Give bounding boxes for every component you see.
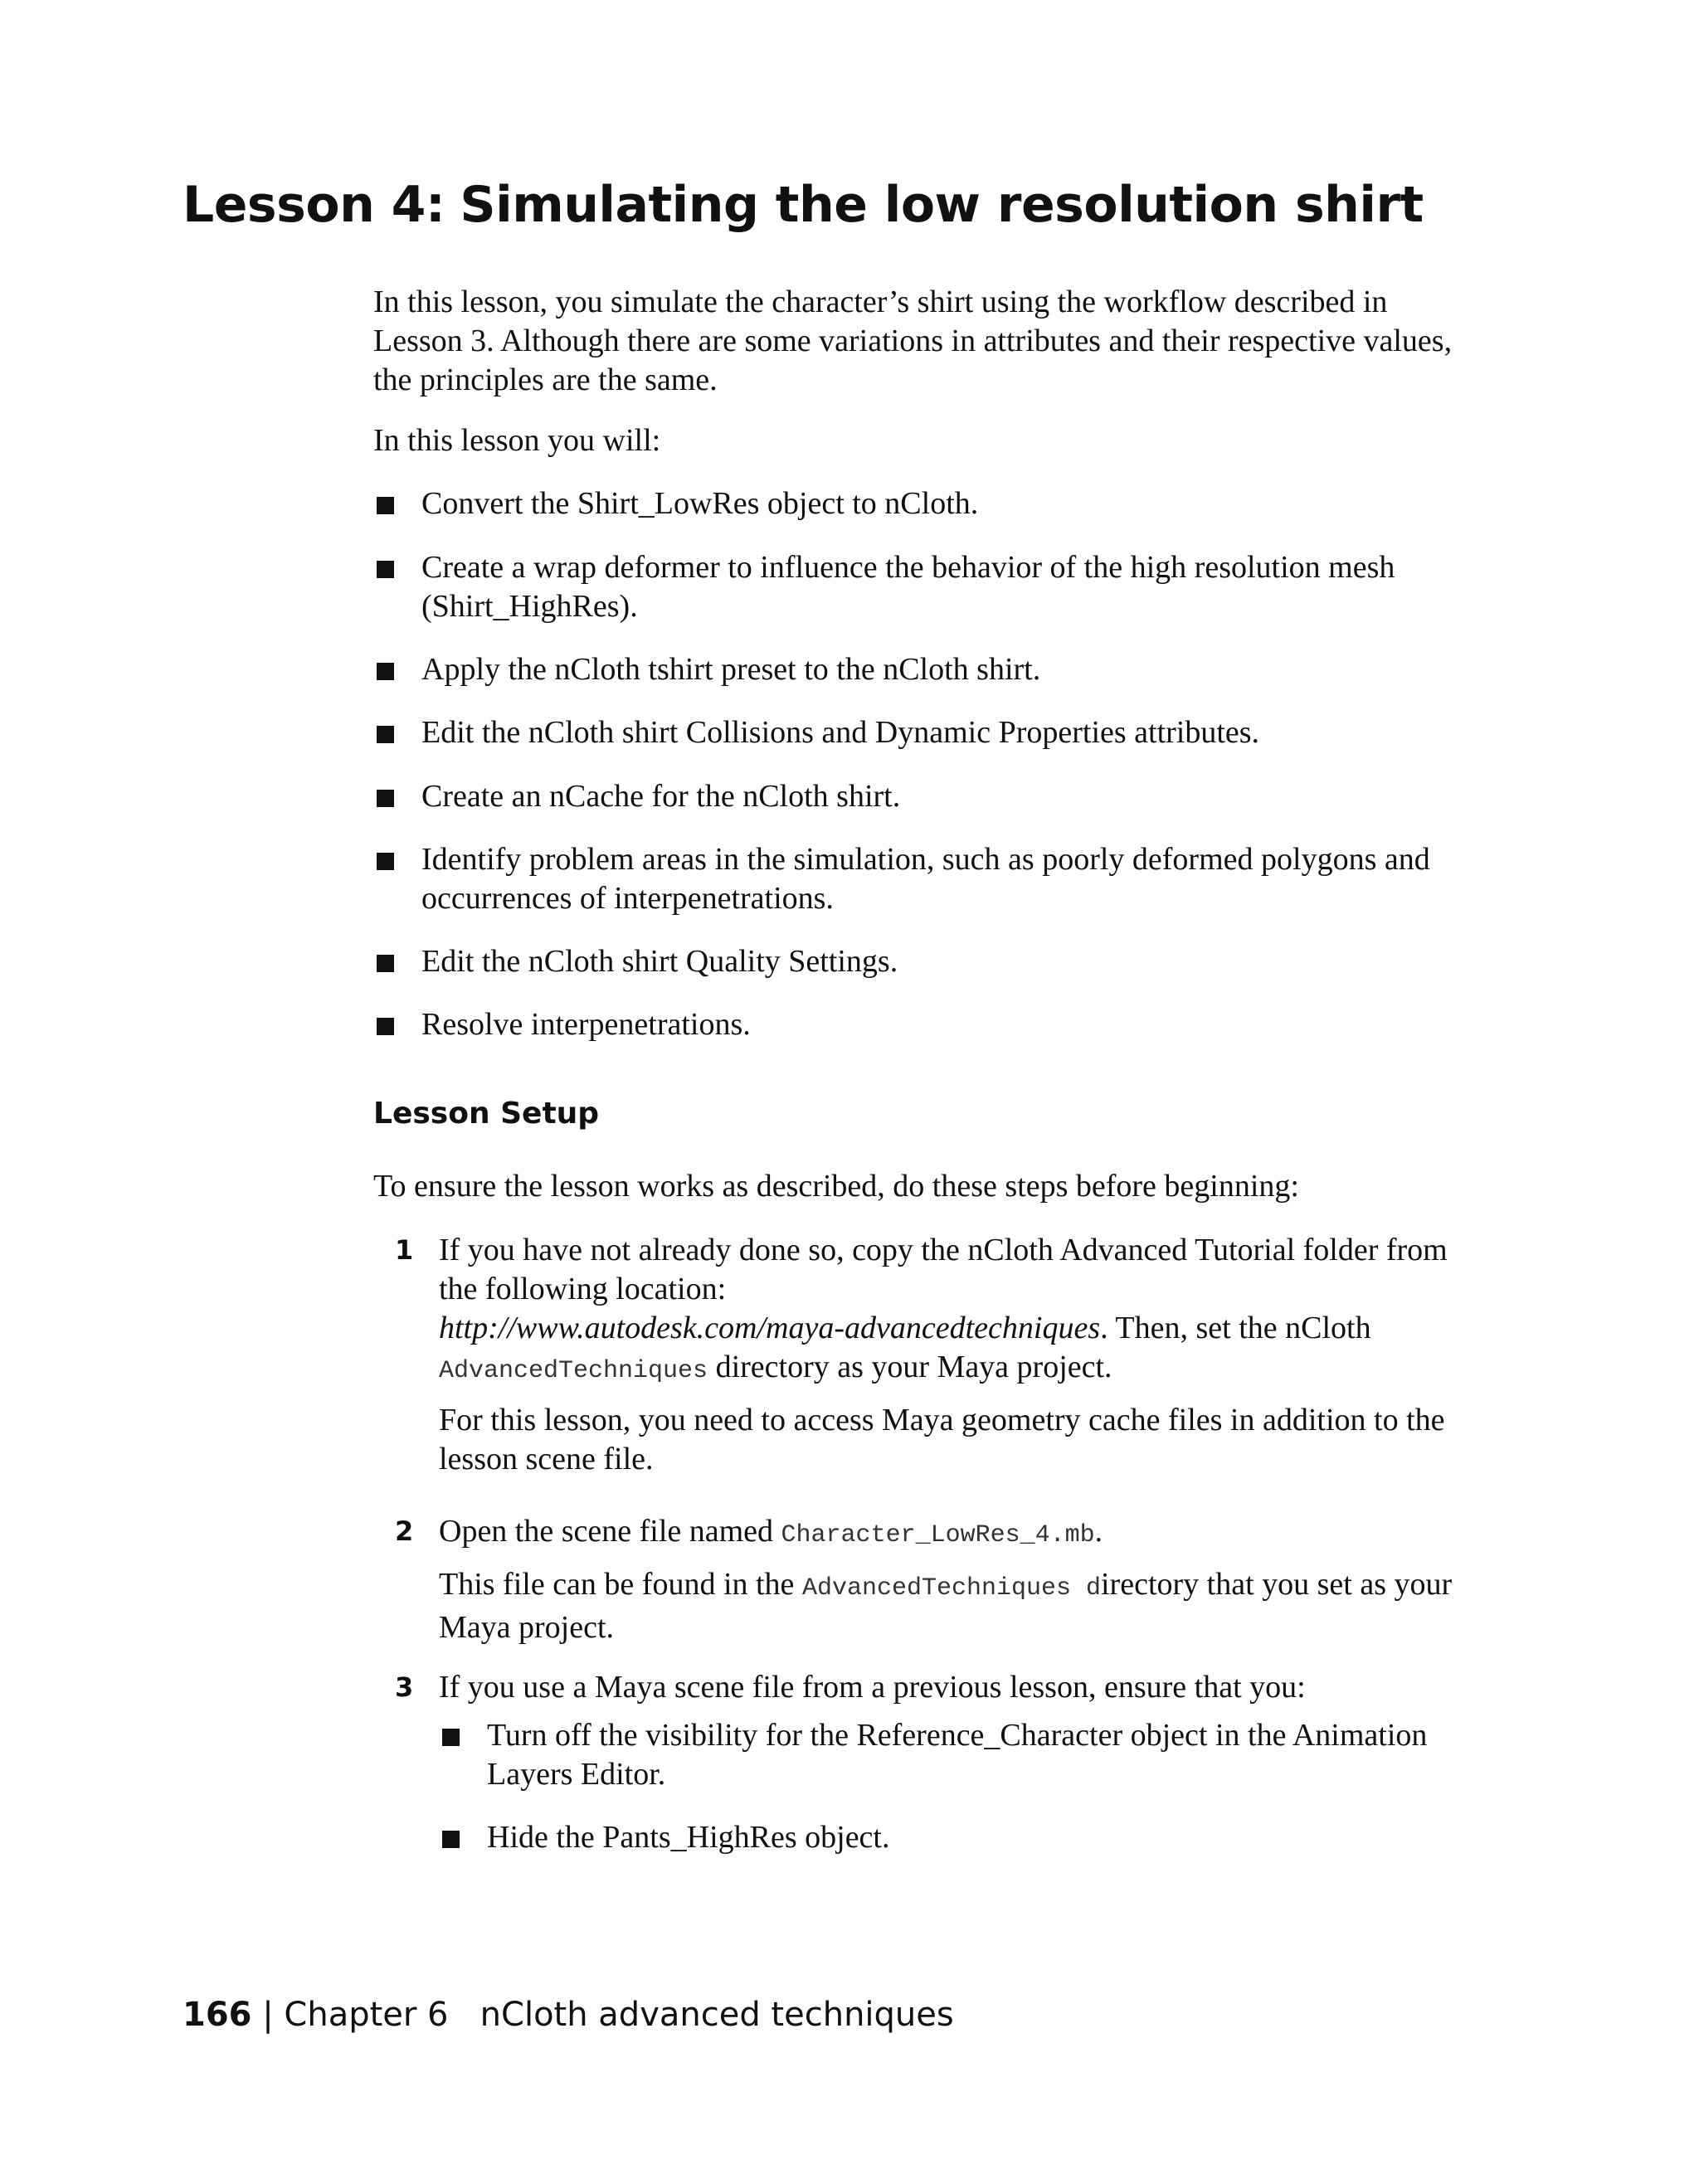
- step-3-list: [439, 1716, 1459, 1794]
- intro-paragraph: In this lesson, you simulate the character’s shirt using the workflow described in Lesson 3. Although there are some variations in attributes and their respective values, the principles are the same.: [373, 285, 1453, 397]
- step-note: This file can be found in the AdvancedTechniques directory that you set as your Maya project.: [439, 1567, 1453, 1645]
- list-item: Resolve interpenetrations.: [373, 1005, 1460, 1044]
- code-directory: AdvancedTechniques d: [801, 1574, 1101, 1603]
- list-item: Turn off the visibility for the Reference_Character object in the Animation Layers Editor.: [439, 1716, 1459, 1794]
- list-item: Apply the nCloth tshirt preset to the nCloth shirt.: [373, 650, 1460, 689]
- list-item: Hide the Pants_HighRes object.: [439, 1818, 1459, 1857]
- step-text: If you have not already done so, copy the nCloth Advanced Tutorial folder from the following location: http://www.autodesk.com/maya-advancedtechniques. Then, set the nCloth AdvancedTechniques directory as your Maya project.: [439, 1233, 1448, 1385]
- list-item: Identify problem areas in the simulation, such as poorly deformed polygons and occurrences of interpenetrations.: [373, 840, 1460, 918]
- setup-step-2: [373, 1512, 1460, 1647]
- list-item: Edit the nCloth shirt Quality Settings.: [373, 942, 1460, 981]
- step-number: 2: [395, 1515, 414, 1547]
- list-item: Edit the nCloth shirt Collisions and Dynamic Properties attributes.: [373, 713, 1460, 752]
- list-item: Create a wrap deformer to influence the behavior of the high resolution mesh (Shirt_HighRes).: [373, 548, 1460, 626]
- lesson-setup-heading: Lesson Setup: [373, 1097, 600, 1131]
- objectives-list: [373, 1005, 1460, 1044]
- step-number: 3: [395, 1671, 414, 1703]
- bullet-square-icon: [377, 497, 394, 514]
- bullet-square-icon: [377, 561, 394, 578]
- list-item: Create an nCache for the nCloth shirt.: [373, 777, 1460, 816]
- bullet-square-icon: [442, 1729, 460, 1746]
- page-footer: [183, 1996, 954, 2034]
- step-3-list: [439, 1818, 1459, 1857]
- list-item: Convert the Shirt_LowRes object to nCloth.: [373, 484, 1460, 523]
- tutorial-url: http://www.autodesk.com/maya-advancedtechniques: [439, 1311, 1101, 1345]
- code-directory: AdvancedTechniques: [439, 1357, 708, 1385]
- bullet-square-icon: [442, 1831, 460, 1848]
- bullet-square-icon: [377, 853, 394, 870]
- objectives-list: [373, 548, 1460, 626]
- objectives-list: [373, 713, 1460, 752]
- step-text: If you use a Maya scene file from a previous lesson, ensure that you:: [439, 1670, 1306, 1705]
- step-number: 1: [395, 1234, 414, 1266]
- code-filename: Character_LowRes_4.mb: [781, 1521, 1095, 1549]
- step-note: For this lesson, you need to access Maya geometry cache files in addition to the lesson scene file.: [439, 1403, 1445, 1476]
- bullet-square-icon: [377, 726, 394, 743]
- page-number: 166: [183, 1996, 252, 2034]
- setup-intro: To ensure the lesson works as described, do these steps before beginning:: [373, 1169, 1299, 1204]
- objectives-list: [373, 650, 1460, 689]
- objectives-list: [373, 484, 1460, 523]
- chapter-label: Chapter 6: [284, 1996, 449, 2034]
- bullet-square-icon: [377, 790, 394, 807]
- bullet-square-icon: [377, 955, 394, 972]
- objectives-list: [373, 840, 1460, 918]
- objectives-list: [373, 777, 1460, 816]
- chapter-title: nCloth advanced techniques: [480, 1996, 954, 2034]
- lesson-number: Lesson 4:: [183, 176, 445, 234]
- step-text: Open the scene file named Character_LowRes_4.mb.: [439, 1514, 1103, 1549]
- lesson-title: [183, 176, 1424, 234]
- bullet-square-icon: [377, 663, 394, 680]
- setup-step-3: [373, 1668, 1460, 1707]
- objectives-intro: In this lesson you will:: [373, 423, 661, 458]
- objectives-list: [373, 942, 1460, 981]
- setup-step-1: [373, 1231, 1460, 1479]
- lesson-title-text: Simulating the low resolution shirt: [460, 176, 1424, 234]
- footer-separator: |: [262, 1996, 274, 2034]
- bullet-square-icon: [377, 1018, 394, 1035]
